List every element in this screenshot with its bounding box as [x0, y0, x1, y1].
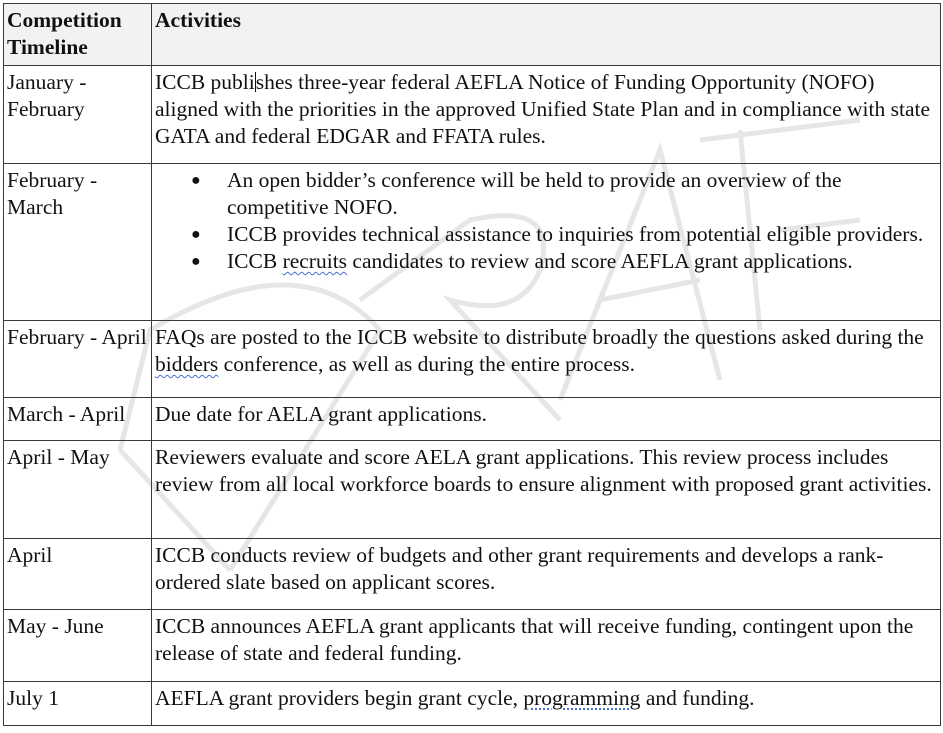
- activity-cell: ICCB conducts review of budgets and other grant requirements and develops a rank-ordered slate based on applicant scores.: [152, 539, 941, 610]
- activity-text-part: shes three-year federal AEFLA Notice of Funding Opportunity (NOFO) aligned with the priorities in the approved Unified State Plan and in compliance with state GATA and federal EDGAR and FFATA rules.: [155, 70, 930, 148]
- timeline-cell: July 1: [4, 682, 152, 726]
- table-row: [4, 66, 941, 164]
- activity-cell: [152, 66, 941, 164]
- list-item: [191, 167, 937, 221]
- activity-cell: Due date for AELA grant applications.: [152, 398, 941, 441]
- bullet-text: candidates to review and score AEFLA grant applications.: [347, 249, 853, 273]
- timeline-cell: February - March: [4, 164, 152, 321]
- timeline-cell: January - February: [4, 66, 152, 164]
- bullet-text: ICCB: [227, 249, 283, 273]
- timeline-cell: April - May: [4, 441, 152, 539]
- spellcheck-flagged-word[interactable]: recruits: [282, 249, 348, 273]
- header-competition-timeline: Competition Timeline: [4, 4, 152, 66]
- table-row: [4, 441, 941, 539]
- activity-text-part: FAQs are posted to the ICCB website to distribute broadly the questions asked during the: [155, 325, 924, 349]
- bullet-icon: ●: [191, 226, 201, 243]
- activity-bullet-list: [155, 167, 937, 275]
- activity-cell: [152, 682, 941, 726]
- table-header-row: [4, 4, 941, 66]
- bullet-text: ICCB provides technical assistance to inquiries from potential eligible providers.: [227, 222, 924, 246]
- table-row: [4, 539, 941, 610]
- timeline-cell: May - June: [4, 610, 152, 682]
- timeline-cell: February - April: [4, 321, 152, 398]
- spellcheck-flagged-word[interactable]: programming: [523, 686, 641, 710]
- bullet-text: An open bidder’s conference will be held to provide an overview of the competitive NOFO.: [227, 168, 842, 219]
- timeline-cell: March - April: [4, 398, 152, 441]
- activity-text-part: and funding.: [640, 686, 755, 710]
- list-item: [191, 248, 937, 275]
- spellcheck-flagged-word[interactable]: bidders: [155, 352, 219, 376]
- bullet-icon: ●: [191, 253, 201, 270]
- header-activities: Activities: [152, 4, 941, 66]
- table-row: [4, 321, 941, 398]
- table-row: [4, 610, 941, 682]
- table-row: [4, 682, 941, 726]
- timeline-cell: April: [4, 539, 152, 610]
- activity-text-part: conference, as well as during the entire process.: [218, 352, 635, 376]
- activity-cell: [152, 321, 941, 398]
- table-row: [4, 164, 941, 321]
- competition-timeline-table: [3, 3, 941, 726]
- activity-text-part: AEFLA grant providers begin grant cycle,: [155, 686, 524, 710]
- bullet-icon: ●: [191, 172, 201, 189]
- activity-cell: Reviewers evaluate and score AELA grant applications. This review process includes review from all local workforce boards to ensure alignment with proposed grant activities.: [152, 441, 941, 539]
- activity-cell: [152, 164, 941, 321]
- activity-text-part: ICCB publi: [155, 70, 255, 94]
- activity-cell: ICCB announces AEFLA grant applicants that will receive funding, contingent upon the release of state and federal funding.: [152, 610, 941, 682]
- table-row: [4, 398, 941, 441]
- list-item: [191, 221, 937, 248]
